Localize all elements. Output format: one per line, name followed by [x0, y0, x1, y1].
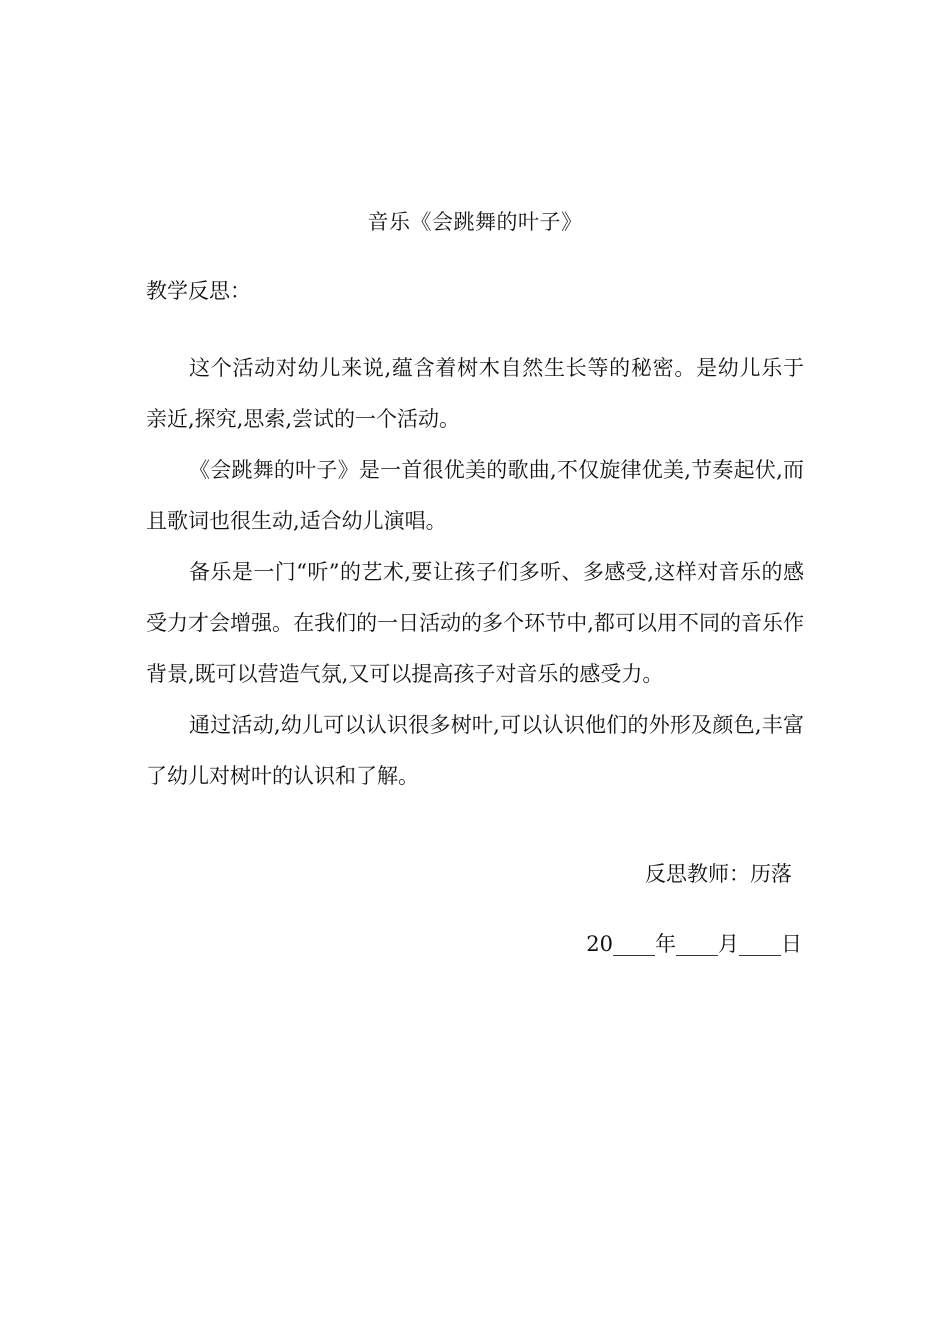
document-body — [146, 343, 804, 802]
paragraph: 备乐是一门“听”的艺术,要让孩子们多听、多感受,这样对音乐的感受力才会增强。在我们的一日活动的多个环节中,都可以用不同的音乐作背景,既可以营造气氛,又可以提高孩子对音乐的感受力。 — [146, 560, 804, 686]
teacher-signature: 反思教师：历落 — [645, 862, 792, 886]
paragraph: 通过活动,幼儿可以认识很多树叶,可以认识他们的外形及颜色,丰富了幼儿对树叶的认识和了解。 — [146, 713, 804, 788]
paragraph: 《会跳舞的叶子》是一首很优美的歌曲,不仅旋律优美,节奏起伏,而且歌词也很生动,适合幼儿演唱。 — [146, 458, 804, 533]
date-line: 20____年____月____日 — [586, 932, 802, 956]
section-heading: 教学反思： — [146, 279, 251, 303]
paragraph: 这个活动对幼儿来说,蕴含着树木自然生长等的秘密。是幼儿乐于亲近,探究,思索,尝试的一个活动。 — [146, 356, 804, 431]
document-title: 音乐《会跳舞的叶子》 — [367, 210, 583, 234]
